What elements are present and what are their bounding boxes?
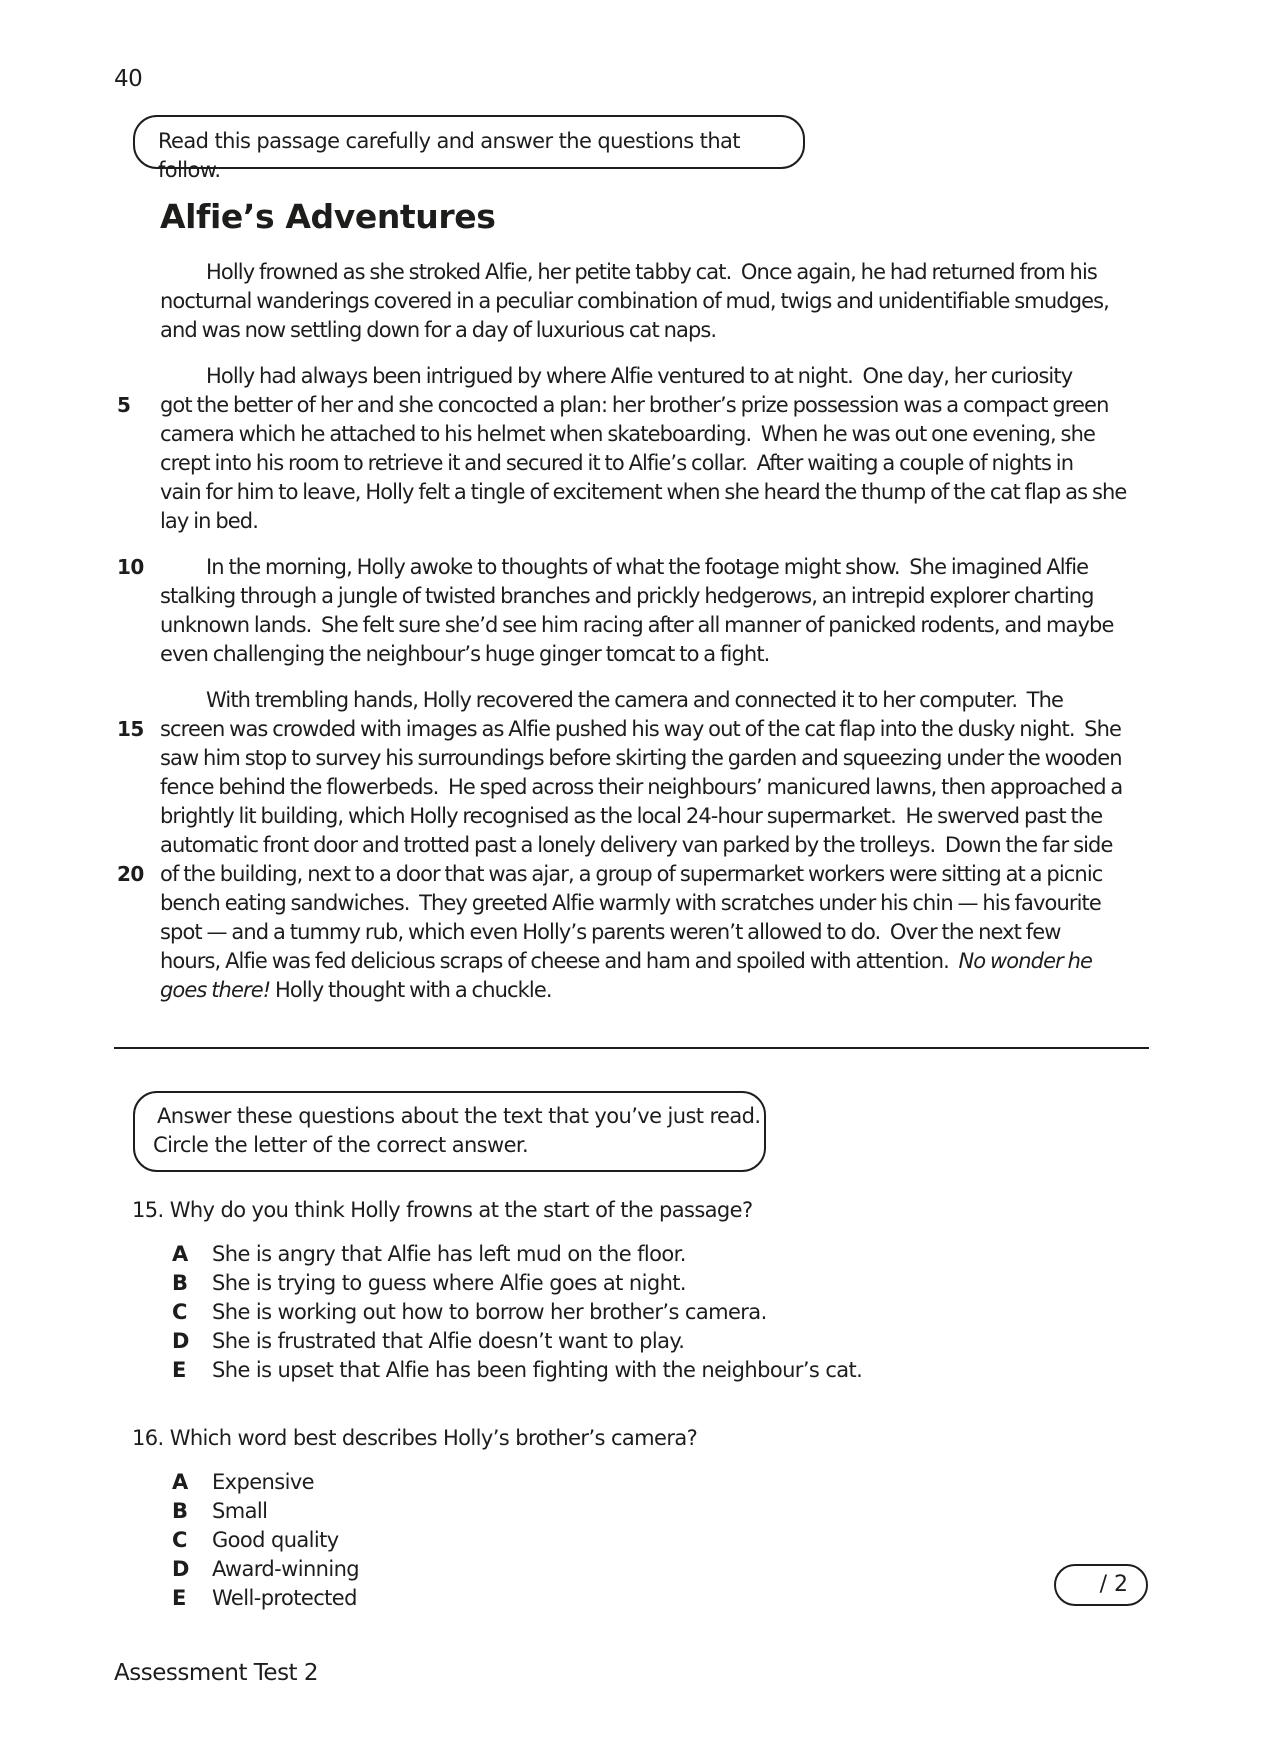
line-text: saw him stop to survey his surroundings before skirting the garden and squeezing under the wooden bbox=[160, 746, 1122, 770]
line-text: brightly lit building, which Holly recognised as the local 24-hour supermarket. He swerved past the bbox=[160, 804, 1103, 828]
passage-line bbox=[160, 947, 1160, 976]
passage-paragraph bbox=[117, 362, 1160, 536]
option-text: She is trying to guess where Alfie goes at night. bbox=[212, 1271, 686, 1295]
passage-instruction-text: Read this passage carefully and answer the questions that follow. bbox=[158, 129, 740, 182]
passage-title: Alfie’s Adventures bbox=[160, 197, 496, 236]
passage-line bbox=[160, 316, 1160, 345]
option-text: Small bbox=[212, 1499, 268, 1523]
option-text: Expensive bbox=[212, 1470, 314, 1494]
line-text: automatic front door and trotted past a lonely delivery van parked by the trolleys. Down the far side bbox=[160, 833, 1113, 857]
passage-line bbox=[160, 831, 1160, 860]
question-15-options bbox=[172, 1240, 862, 1385]
page-footer: Assessment Test 2 bbox=[114, 1660, 319, 1686]
option-text: Award-winning bbox=[212, 1557, 360, 1581]
passage-line bbox=[160, 258, 1160, 287]
option-b[interactable] bbox=[172, 1269, 862, 1298]
passage-body bbox=[117, 258, 1160, 1022]
passage-line bbox=[160, 420, 1160, 449]
line-text: vain for him to leave, Holly felt a tingle of excitement when she heard the thump of the cat flap as she bbox=[160, 480, 1127, 504]
option-letter[interactable]: E bbox=[172, 1586, 186, 1610]
question-text: Which word best describes Holly’s brother’s camera? bbox=[169, 1426, 698, 1450]
line-number: 10 bbox=[117, 555, 144, 579]
option-c[interactable] bbox=[172, 1526, 359, 1555]
option-e[interactable] bbox=[172, 1584, 359, 1613]
line-text: crept into his room to retrieve it and secured it to Alfie’s collar. After waiting a couple of nights in bbox=[160, 451, 1074, 475]
passage-instruction-box bbox=[133, 115, 805, 182]
line-number: 20 bbox=[117, 862, 144, 886]
question-number: 15. bbox=[132, 1198, 164, 1222]
option-letter[interactable]: A bbox=[172, 1242, 188, 1266]
line-text: Holly frowned as she stroked Alfie, her petite tabby cat. Once again, he had returned from his bbox=[206, 260, 1097, 284]
questions-instruction-box bbox=[133, 1091, 766, 1172]
option-text: She is working out how to borrow her brother’s camera. bbox=[212, 1300, 767, 1324]
question-15 bbox=[132, 1196, 753, 1225]
option-d[interactable] bbox=[172, 1555, 359, 1584]
line-text: hours, Alfie was fed delicious scraps of cheese and ham and spoiled with attention. bbox=[160, 949, 959, 973]
italic-thought: No wonder he bbox=[958, 949, 1093, 973]
line-text: screen was crowded with images as Alfie pushed his way out of the cat flap into the dusky night. She bbox=[160, 717, 1122, 741]
passage-line bbox=[160, 449, 1160, 478]
passage-line bbox=[160, 507, 1160, 536]
passage-paragraph bbox=[160, 258, 1160, 345]
option-e[interactable] bbox=[172, 1356, 862, 1385]
passage-line bbox=[160, 686, 1160, 715]
page-number: 40 bbox=[114, 66, 143, 92]
option-letter[interactable]: C bbox=[172, 1528, 187, 1552]
passage-paragraph bbox=[117, 553, 1160, 669]
option-a[interactable] bbox=[172, 1240, 862, 1269]
option-b[interactable] bbox=[172, 1497, 359, 1526]
line-text: With trembling hands, Holly recovered the camera and connected it to her computer. The bbox=[206, 688, 1064, 712]
line-text: Holly thought with a chuckle. bbox=[270, 978, 552, 1002]
option-letter[interactable]: D bbox=[172, 1557, 189, 1581]
option-d[interactable] bbox=[172, 1327, 862, 1356]
line-text: nocturnal wanderings covered in a peculiar combination of mud, twigs and unidentifiable smudges, bbox=[160, 289, 1109, 313]
passage-line bbox=[160, 287, 1160, 316]
line-text: Holly had always been intrigued by where Alfie ventured to at night. One day, her curiosity bbox=[206, 364, 1073, 388]
passage-line bbox=[160, 976, 1160, 1005]
option-letter[interactable]: D bbox=[172, 1329, 189, 1353]
passage-line bbox=[160, 773, 1160, 802]
passage-line bbox=[160, 918, 1160, 947]
line-text: fence behind the flowerbeds. He sped across their neighbours’ manicured lawns, then approached a bbox=[160, 775, 1123, 799]
line-text: spot — and a tummy rub, which even Holly’s parents weren’t allowed to do. Over the next few bbox=[160, 920, 1061, 944]
line-text: camera which he attached to his helmet when skateboarding. When he was out one evening, she bbox=[160, 422, 1095, 446]
passage-line bbox=[160, 478, 1160, 507]
option-a[interactable] bbox=[172, 1468, 359, 1497]
option-text: She is angry that Alfie has left mud on the floor. bbox=[212, 1242, 686, 1266]
passage-line bbox=[160, 582, 1160, 611]
line-text: unknown lands. She felt sure she’d see him racing after all manner of panicked rodents, and maybe bbox=[160, 613, 1114, 637]
score-label: / 2 bbox=[1099, 1572, 1128, 1597]
option-letter[interactable]: A bbox=[172, 1470, 188, 1494]
passage-paragraph bbox=[117, 686, 1160, 1005]
option-text: She is frustrated that Alfie doesn’t want to play. bbox=[212, 1329, 685, 1353]
line-number: 5 bbox=[117, 393, 131, 417]
passage-line bbox=[117, 553, 1160, 582]
section-divider bbox=[114, 1047, 1149, 1049]
question-number: 16. bbox=[132, 1426, 164, 1450]
option-letter[interactable]: E bbox=[172, 1358, 186, 1382]
passage-line bbox=[117, 391, 1160, 420]
passage-line bbox=[160, 889, 1160, 918]
line-number: 15 bbox=[117, 717, 144, 741]
option-letter[interactable]: B bbox=[172, 1271, 188, 1295]
option-c[interactable] bbox=[172, 1298, 862, 1327]
passage-line bbox=[117, 715, 1160, 744]
option-letter[interactable]: C bbox=[172, 1300, 187, 1324]
line-text: bench eating sandwiches. They greeted Alfie warmly with scratches under his chin — his favourite bbox=[160, 891, 1101, 915]
option-letter[interactable]: B bbox=[172, 1499, 188, 1523]
option-text: Good quality bbox=[212, 1528, 339, 1552]
passage-line bbox=[160, 611, 1160, 640]
line-text: stalking through a jungle of twisted branches and prickly hedgerows, an intrepid explorer charting bbox=[160, 584, 1094, 608]
questions-instruction-line-2: Circle the letter of the correct answer. bbox=[153, 1133, 529, 1157]
italic-thought: goes there! bbox=[160, 978, 271, 1002]
question-text: Why do you think Holly frowns at the start of the passage? bbox=[169, 1198, 753, 1222]
passage-line bbox=[160, 744, 1160, 773]
passage-line bbox=[160, 640, 1160, 669]
score-box[interactable] bbox=[1054, 1564, 1148, 1606]
line-text: got the better of her and she concocted a plan: her brother’s prize possession was a compact green bbox=[160, 393, 1109, 417]
question-16 bbox=[132, 1424, 697, 1453]
passage-line bbox=[117, 860, 1160, 889]
questions-instruction-line-1: Answer these questions about the text that you’ve just read. bbox=[157, 1104, 761, 1128]
line-text: In the morning, Holly awoke to thoughts of what the footage might show. She imagined Alfie bbox=[206, 555, 1089, 579]
passage-line bbox=[160, 802, 1160, 831]
option-text: Well-protected bbox=[212, 1586, 357, 1610]
passage-line bbox=[160, 362, 1160, 391]
line-text: lay in bed. bbox=[160, 509, 258, 533]
line-text: and was now settling down for a day of luxurious cat naps. bbox=[160, 318, 717, 342]
option-text: She is upset that Alfie has been fighting with the neighbour’s cat. bbox=[212, 1358, 863, 1382]
line-text: of the building, next to a door that was ajar, a group of supermarket workers were sitting at a picnic bbox=[160, 862, 1103, 886]
line-text: even challenging the neighbour’s huge ginger tomcat to a fight. bbox=[160, 642, 770, 666]
question-16-options bbox=[172, 1468, 359, 1613]
